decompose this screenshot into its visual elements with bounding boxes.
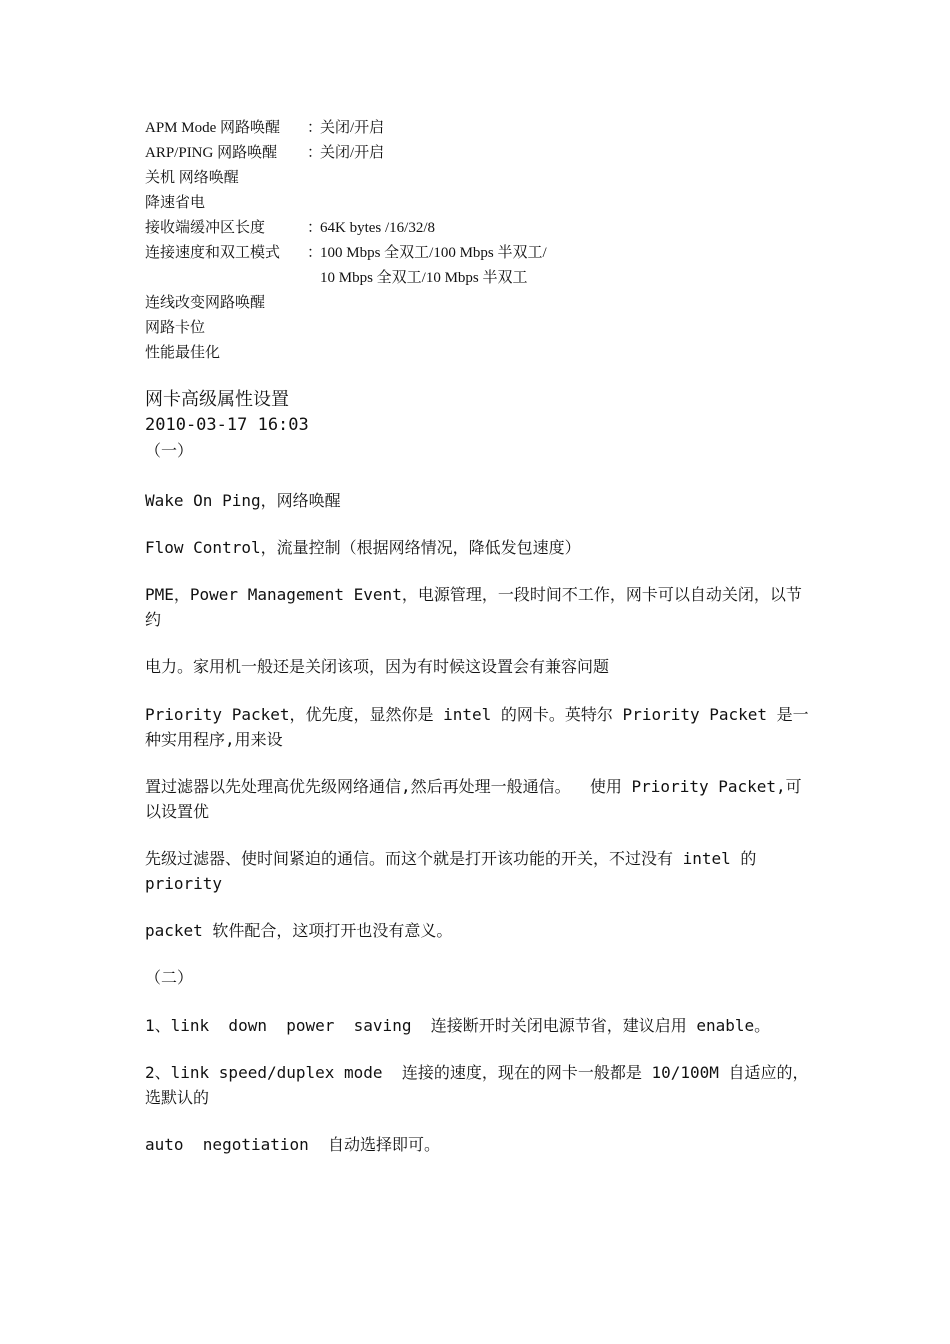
- settings-value: 64K bytes /16/32/8: [320, 220, 435, 236]
- settings-label: 降速省电: [145, 195, 206, 211]
- settings-value: 100 Mbps 全双工/100 Mbps 半双工/: [320, 245, 547, 261]
- paragraph: PME，Power Management Event，电源管理，一段时间不工作，网卡可以自动关闭，以节约: [145, 585, 802, 629]
- paragraph: 1、link down power saving 连接断开时关闭电源节省，建议启用 enable。: [145, 1016, 771, 1035]
- settings-value: 关闭/开启: [320, 145, 385, 161]
- settings-value: 10 Mbps 全双工/10 Mbps 半双工: [320, 270, 528, 286]
- paragraph: 先级过滤器、使时间紧迫的通信。而这个就是打开该功能的开关，不过没有 intel 的 priority: [145, 849, 767, 893]
- paragraph: auto negotiation 自动选择即可。: [145, 1135, 441, 1154]
- settings-label: 性能最佳化: [145, 345, 221, 361]
- paragraph: Wake On Ping，网络唤醒: [145, 491, 341, 510]
- settings-colon: ：: [307, 120, 323, 136]
- paragraph: packet 软件配合，这项打开也没有意义。: [145, 921, 453, 940]
- paragraph: （二）: [145, 968, 194, 987]
- settings-colon: ：: [307, 145, 323, 161]
- paragraph: Flow Control，流量控制（根据网络情况，降低发包速度）: [145, 538, 581, 557]
- paragraph: Priority Packet，优先度，显然你是 intel 的网卡。英特尔 Priority Packet 是一种实用程序,用来设: [145, 705, 809, 749]
- settings-label: 连接速度和双工模式: [145, 245, 281, 261]
- settings-label: 连线改变网路唤醒: [145, 295, 266, 311]
- settings-value: 关闭/开启: [320, 120, 385, 136]
- paragraph: 电力。家用机一般还是关闭该项，因为有时候这设置会有兼容问题: [145, 657, 610, 676]
- settings-label: 接收端缓冲区长度: [145, 220, 266, 236]
- settings-colon: ：: [307, 220, 323, 236]
- settings-label: 网路卡位: [145, 320, 206, 336]
- settings-label: 关机 网络唤醒: [145, 170, 239, 186]
- paragraph: 置过滤器以先处理高优先级网络通信,然后再处理一般通信。 使用 Priority Packet,可以设置优: [145, 777, 802, 821]
- article-title: 网卡高级属性设置: [145, 389, 289, 409]
- settings-label: ARP/PING 网路唤醒: [145, 145, 278, 161]
- settings-label: APM Mode 网路唤醒: [145, 120, 281, 136]
- paragraph: 2、link speed/duplex mode 连接的速度，现在的网卡一般都是 10/100M 自适应的，选默认的: [145, 1063, 809, 1107]
- paragraph: （一）: [145, 441, 194, 460]
- article-date: 2010-03-17 16:03: [145, 415, 309, 435]
- settings-colon: ：: [307, 245, 323, 261]
